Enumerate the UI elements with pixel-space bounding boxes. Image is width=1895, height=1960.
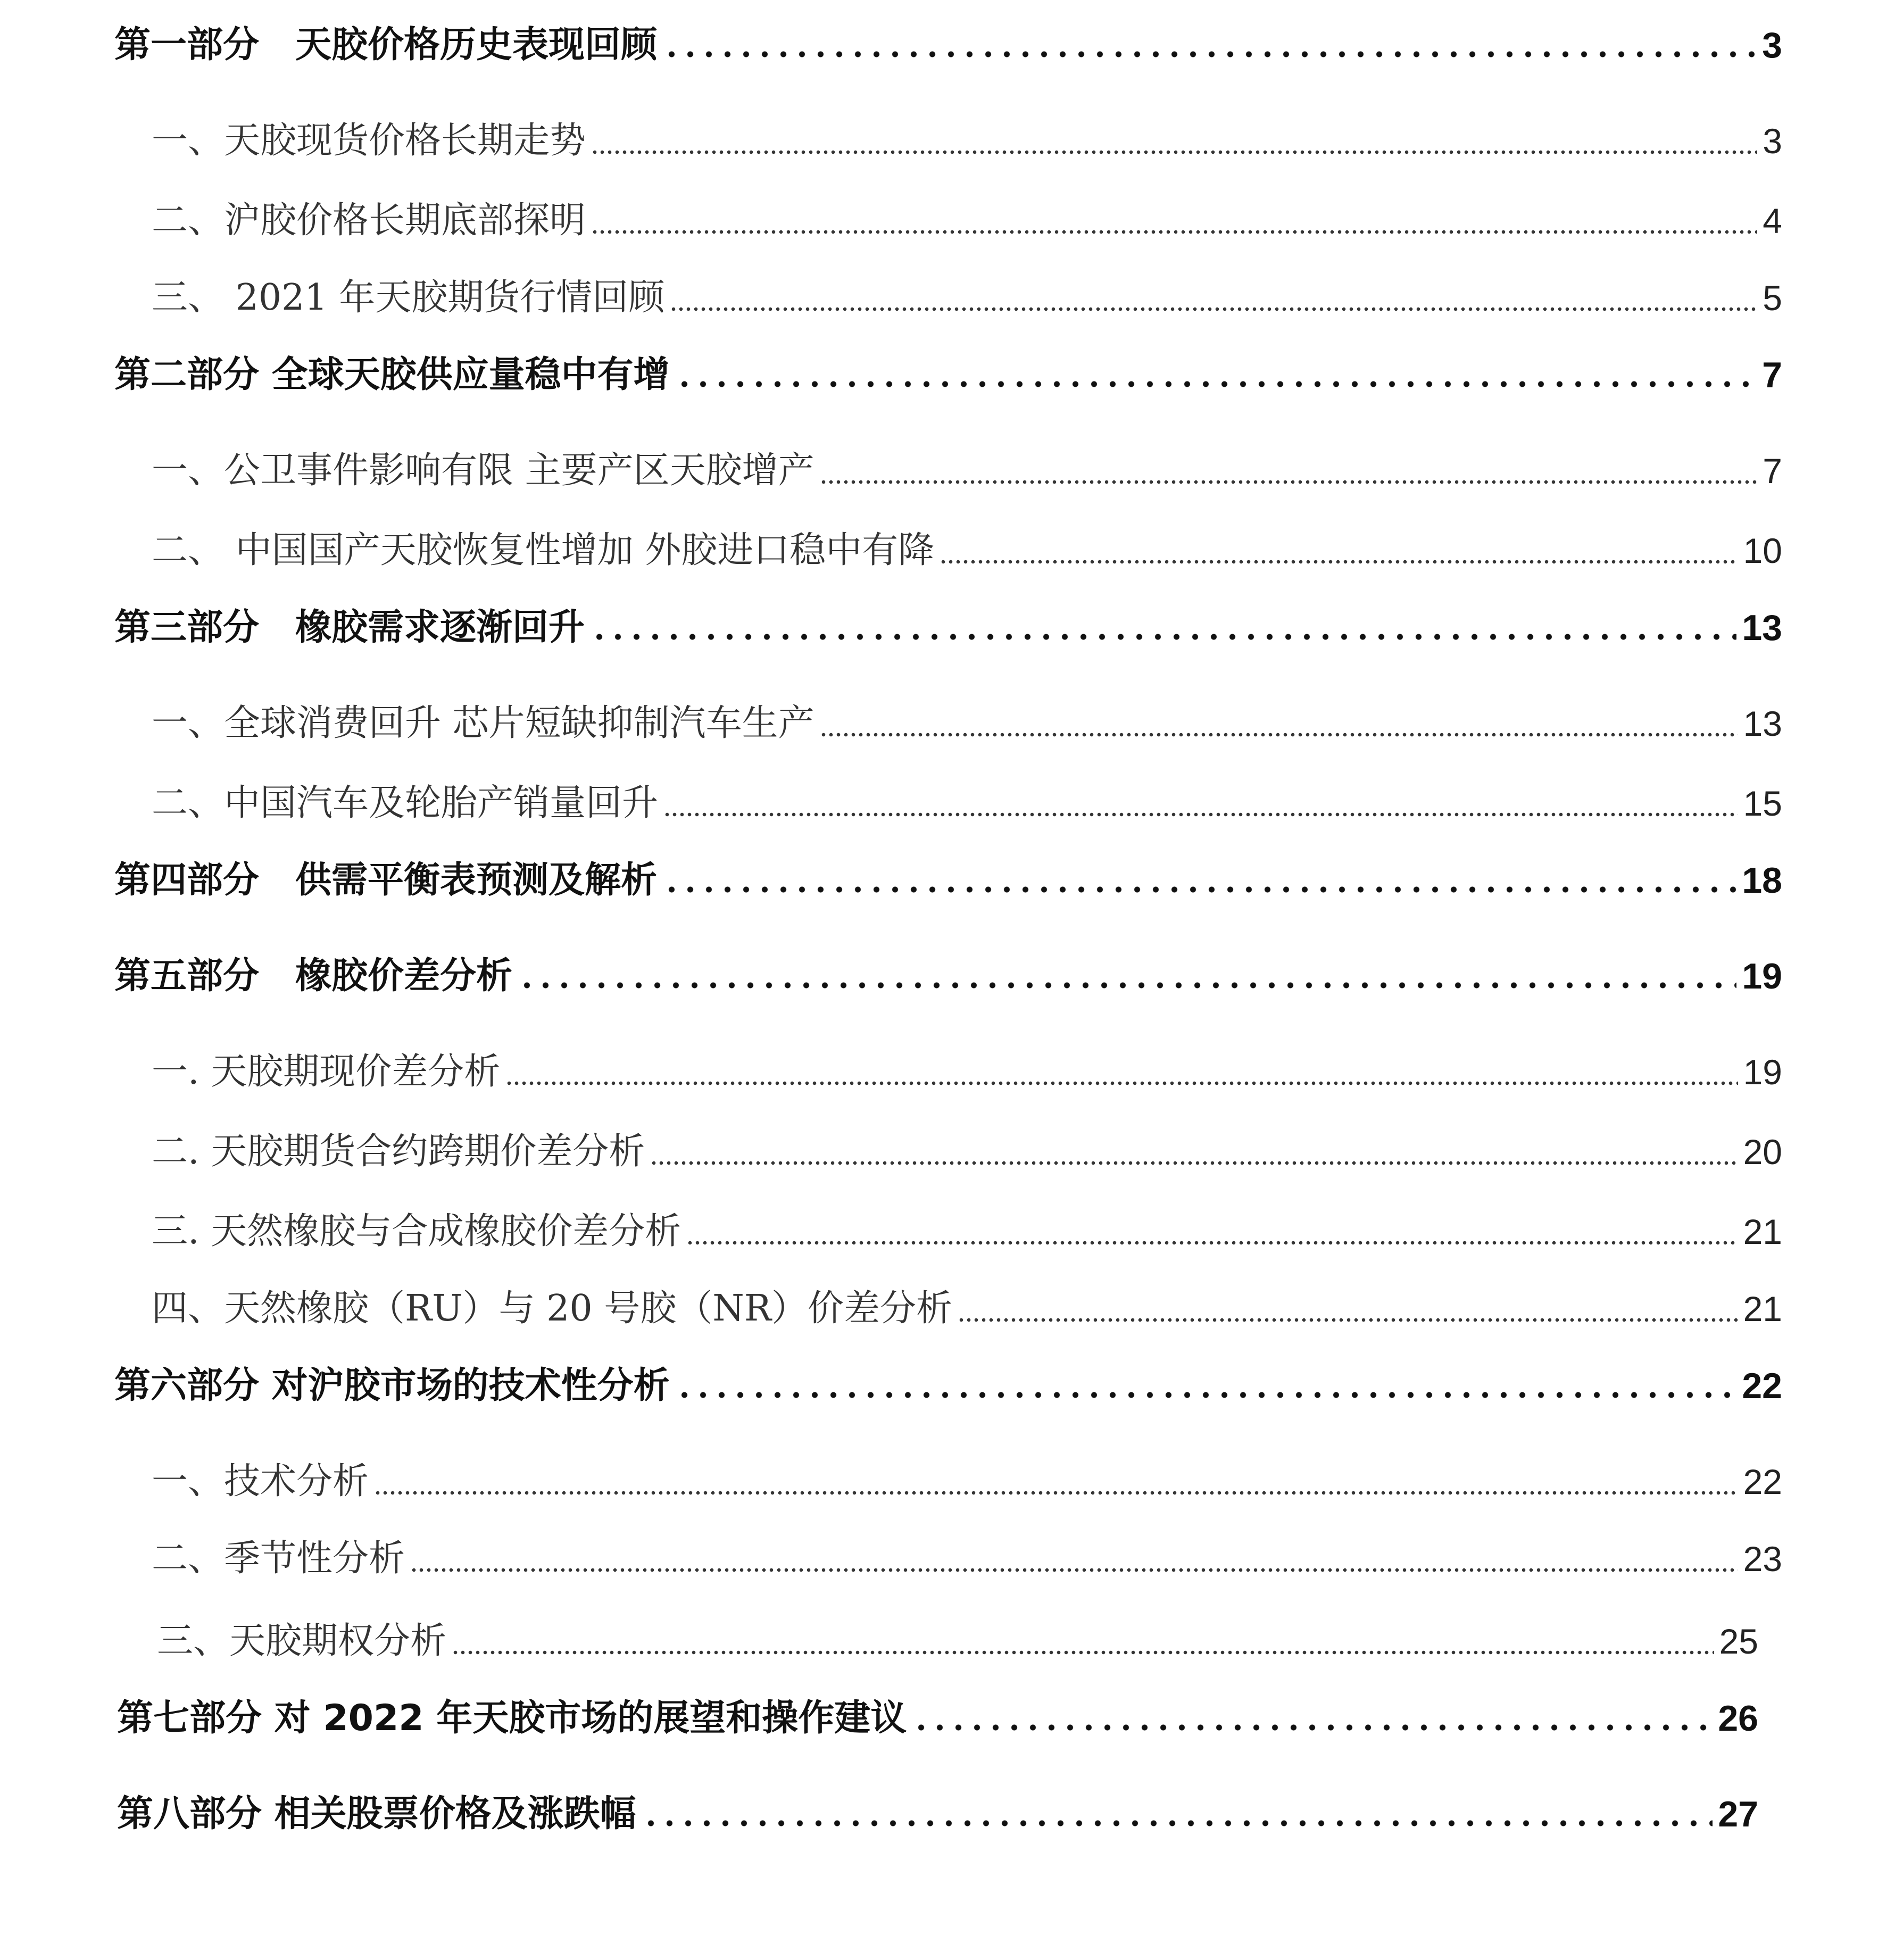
toc-entry-page: 19 [1743, 1052, 1782, 1092]
toc-entry[interactable] [117, 1689, 1758, 1748]
toc-entry-title: 第一部分 天胶价格历史表现回顾 [114, 24, 658, 66]
toc-entry-title: 一、技术分析 [152, 1460, 369, 1502]
toc-entry-title: 第七部分 对 2022 年天胶市场的展望和操作建议 [117, 1697, 907, 1739]
dot-leader [820, 732, 1738, 738]
toc-entry[interactable] [114, 16, 1782, 74]
toc-entry-title: 第八部分 相关股票价格及涨跌幅 [117, 1793, 636, 1835]
dot-leader [675, 1389, 1737, 1401]
toc-entry[interactable] [152, 112, 1782, 170]
dot-leader [452, 1649, 1714, 1656]
toc-entry-title: 二、沪胶价格长期底部探明 [152, 200, 586, 242]
toc-entry[interactable] [152, 1043, 1782, 1101]
dot-leader [410, 1567, 1738, 1573]
dot-leader [662, 48, 1757, 61]
dot-leader [820, 479, 1758, 485]
toc-entry[interactable] [152, 1452, 1782, 1511]
toc-entry-page: 19 [1742, 956, 1782, 996]
toc-entry[interactable] [152, 774, 1782, 833]
dot-leader [663, 811, 1738, 818]
dot-leader [650, 1160, 1738, 1166]
toc-entry[interactable] [152, 1280, 1782, 1338]
toc-entry-title: 一、全球消费回升 芯片短缺抑制汽车生产 [152, 702, 814, 744]
toc-entry-page: 10 [1743, 531, 1782, 570]
toc-entry-page: 22 [1742, 1366, 1782, 1406]
toc-entry[interactable] [114, 599, 1782, 657]
toc-entry-title: 第三部分 橡胶需求逐渐回升 [114, 607, 585, 649]
toc-entry-title: 一. 天胶期现价差分析 [152, 1051, 501, 1093]
toc-entry-page: 20 [1743, 1132, 1782, 1172]
toc-entry[interactable] [152, 269, 1782, 327]
dot-leader [686, 1240, 1738, 1246]
toc-entry-page: 3 [1762, 25, 1782, 65]
toc-entry-title: 三. 天然橡胶与合成橡胶价差分析 [152, 1210, 681, 1252]
toc-entry-page: 13 [1742, 608, 1782, 648]
dot-leader [940, 559, 1738, 565]
toc-entry-page: 23 [1743, 1539, 1782, 1579]
toc-entry[interactable] [114, 346, 1782, 404]
toc-entry-page: 4 [1763, 201, 1782, 240]
toc-entry[interactable] [152, 1530, 1782, 1588]
toc-entry[interactable] [157, 1612, 1758, 1671]
toc-entry[interactable] [114, 1357, 1782, 1415]
toc-entry[interactable] [152, 192, 1782, 250]
dot-leader [670, 306, 1757, 312]
toc-entry[interactable] [152, 1123, 1782, 1181]
toc-entry-title: 第四部分 供需平衡表预测及解析 [114, 859, 658, 901]
toc-entry-page: 21 [1743, 1212, 1782, 1251]
toc-entry-page: 13 [1743, 704, 1782, 743]
toc-entry-title: 第五部分 橡胶价差分析 [114, 955, 513, 997]
toc-entry-page: 21 [1743, 1289, 1782, 1328]
toc-entry[interactable] [152, 442, 1782, 500]
dot-leader [518, 979, 1736, 992]
dot-leader [912, 1721, 1713, 1734]
toc-entry-title: 三、 2021 年天胶期货行情回顾 [152, 277, 665, 319]
dot-leader [591, 229, 1757, 235]
toc-entry[interactable] [152, 694, 1782, 753]
toc-entry-title: 第二部分 全球天胶供应量稳中有增 [114, 354, 670, 396]
dot-leader [591, 149, 1757, 155]
dot-leader [958, 1317, 1738, 1323]
toc-entry-title: 四、天然橡胶（RU）与 20 号胶（NR）价差分析 [152, 1288, 952, 1330]
toc-entry[interactable] [114, 851, 1782, 910]
toc-entry-title: 第六部分 对沪胶市场的技术性分析 [114, 1365, 670, 1407]
toc-entry-page: 7 [1763, 451, 1782, 491]
toc-entry-title: 一、公卫事件影响有限 主要产区天胶增产 [152, 450, 814, 492]
toc-entry-title: 一、天胶现货价格长期走势 [152, 120, 586, 162]
toc-entry-page: 25 [1719, 1622, 1758, 1661]
dot-leader [374, 1490, 1738, 1496]
toc-entry-title: 二、中国汽车及轮胎产销量回升 [152, 782, 659, 824]
dot-leader [590, 630, 1736, 643]
dot-leader [662, 883, 1736, 896]
toc-entry-title: 三、天胶期权分析 [157, 1620, 447, 1662]
toc-entry-title: 二、 中国国产天胶恢复性增加 外胶进口稳中有降 [152, 529, 935, 571]
toc-entry[interactable] [152, 1202, 1782, 1261]
dot-leader [505, 1080, 1738, 1086]
toc-entry[interactable] [152, 521, 1782, 580]
toc-entry[interactable] [117, 1785, 1758, 1843]
dot-leader [642, 1817, 1713, 1830]
toc-entry-page: 27 [1718, 1794, 1758, 1834]
toc-entry-page: 26 [1718, 1698, 1758, 1739]
toc-entry-page: 7 [1762, 355, 1782, 395]
dot-leader [675, 378, 1757, 391]
toc-entry-page: 3 [1763, 121, 1782, 161]
toc-entry-title: 二、季节性分析 [152, 1538, 405, 1580]
toc-entry-page: 15 [1743, 784, 1782, 823]
toc-entry[interactable] [114, 947, 1782, 1006]
toc-entry-page: 22 [1743, 1462, 1782, 1501]
toc-entry-page: 18 [1742, 860, 1782, 901]
toc-entry-title: 二. 天胶期货合约跨期价差分析 [152, 1131, 645, 1173]
toc-entry-page: 5 [1763, 278, 1782, 318]
